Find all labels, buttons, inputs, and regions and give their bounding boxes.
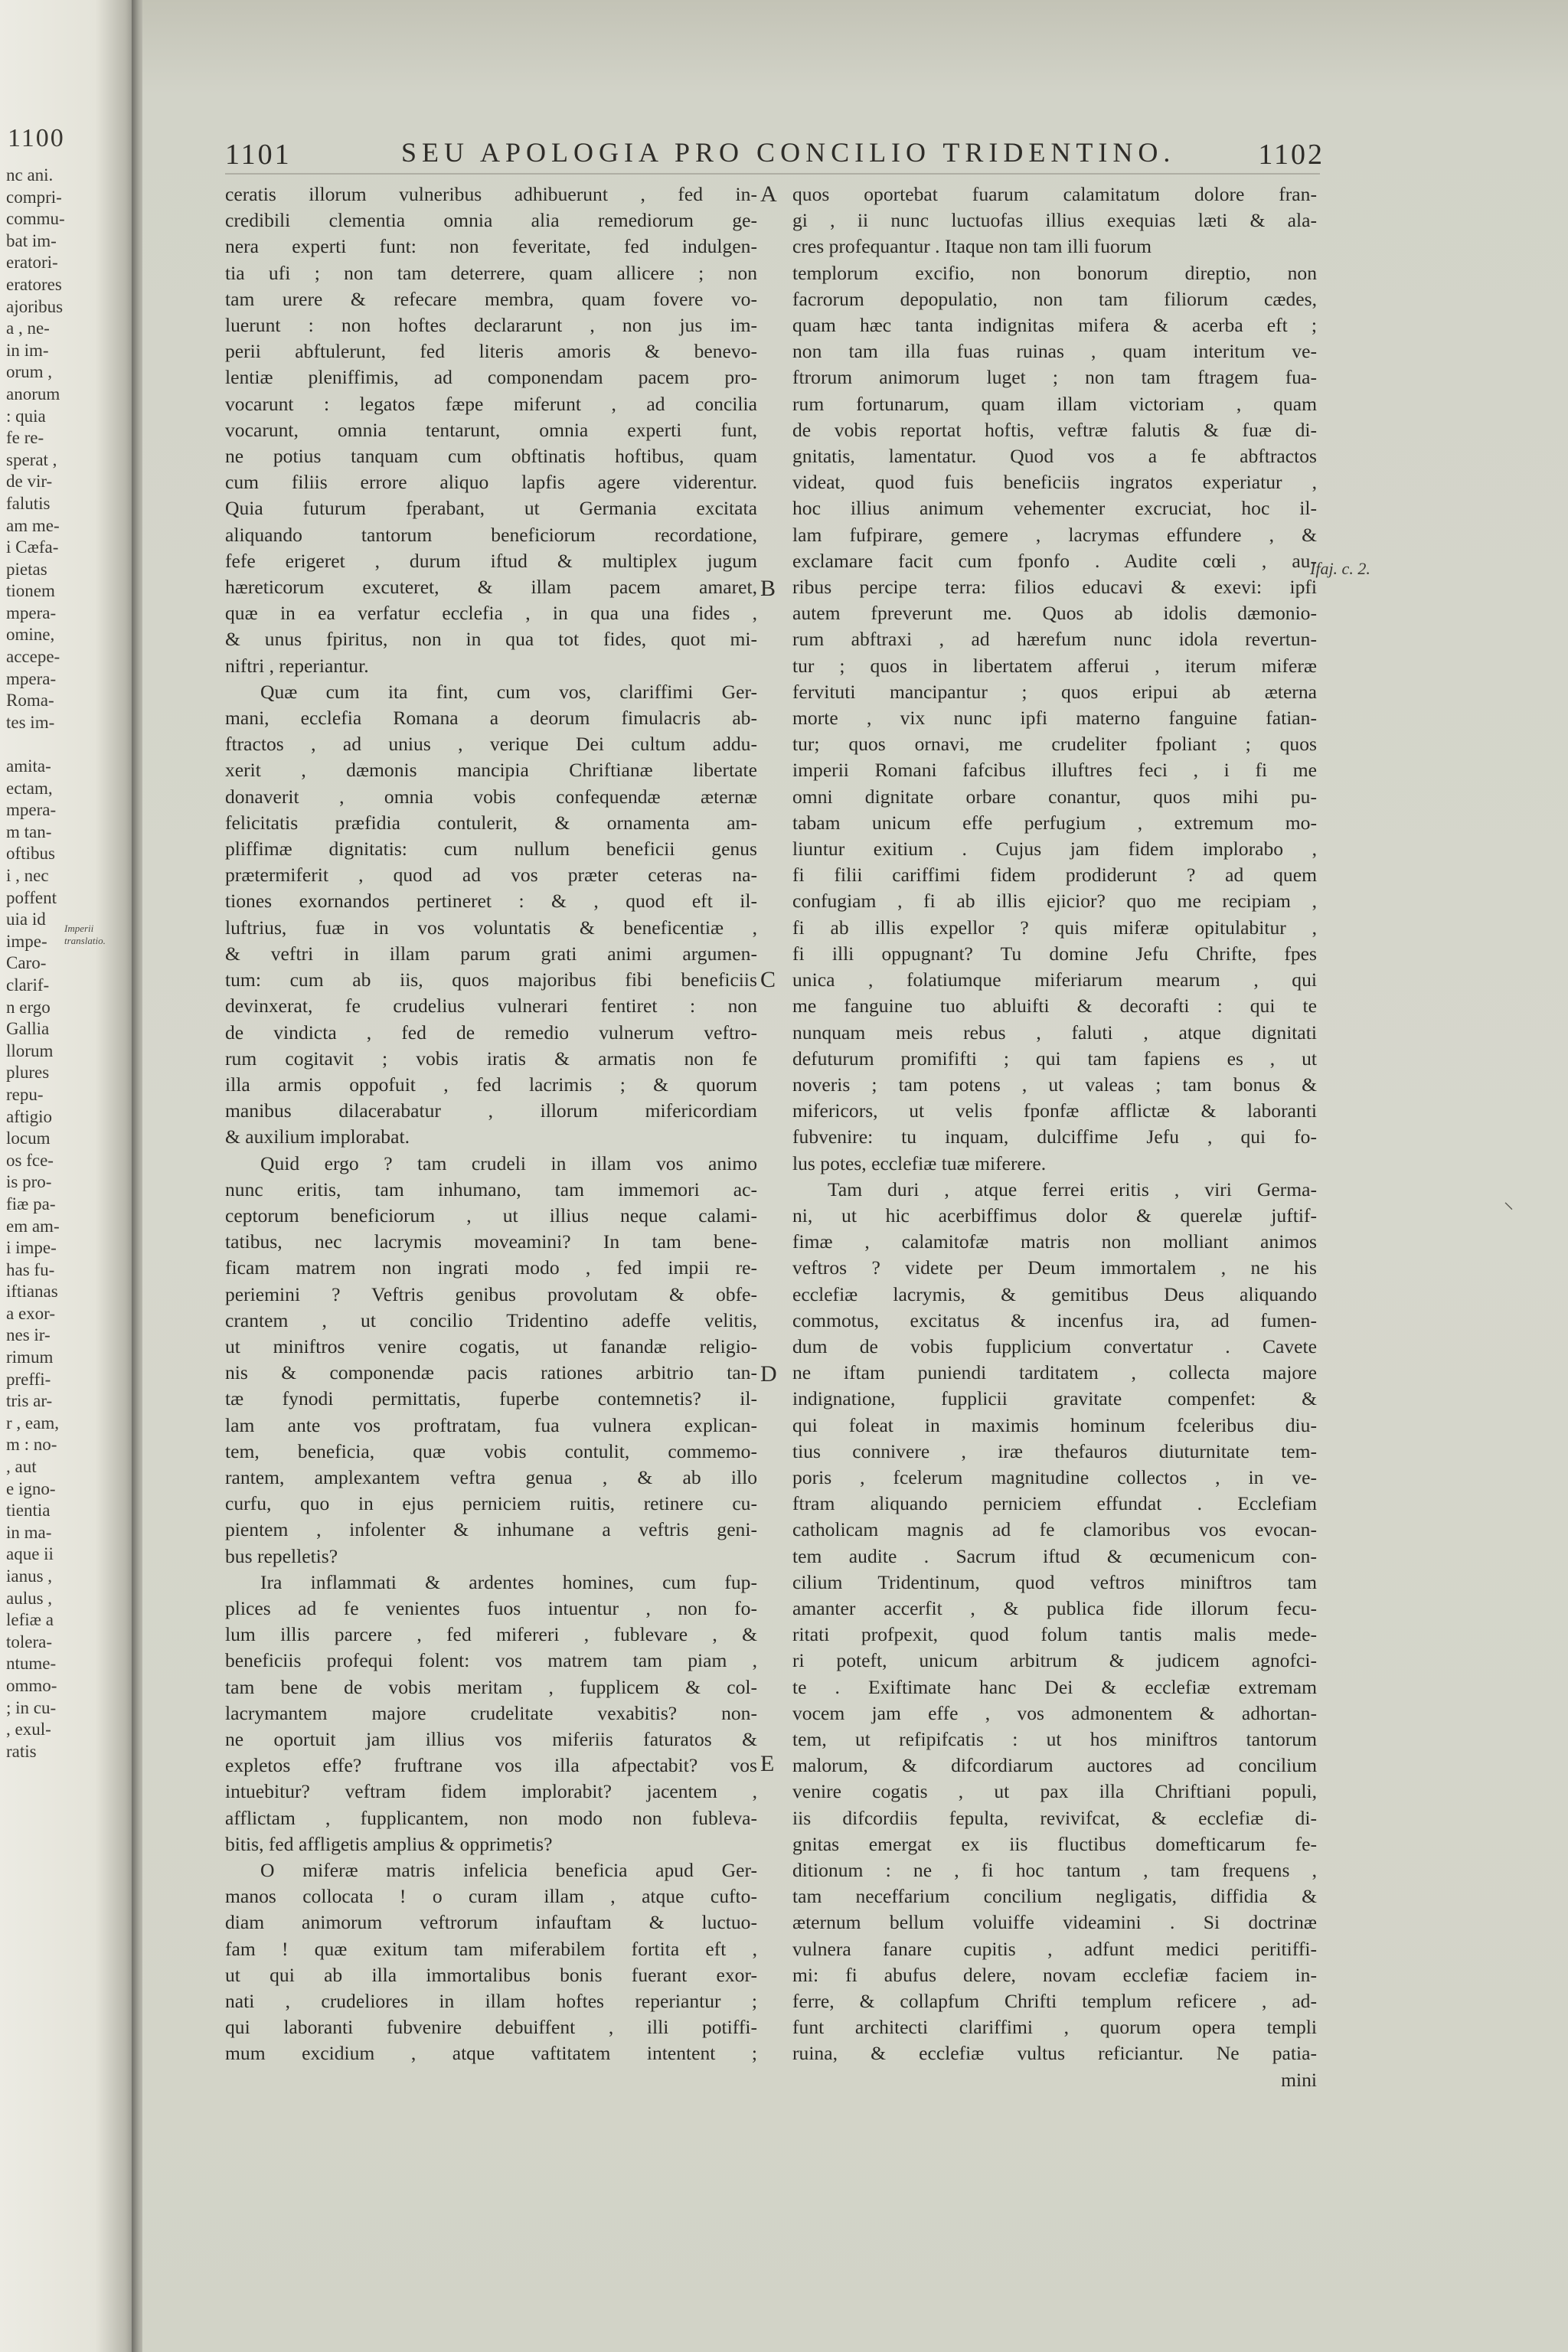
left-page-line: ntume-: [6, 1654, 57, 1674]
text-line: fimæ , calamitofæ matris non molliant animos: [792, 1230, 1317, 1253]
text-line: ditionum : ne , fi hoc tantum , tam frequens ,: [792, 1859, 1317, 1881]
text-line: qui foleat in maximis hominum fceleribus diu-: [792, 1413, 1317, 1436]
left-page-line: , aut: [6, 1457, 37, 1477]
left-page-line: eratores: [6, 274, 62, 294]
left-page-line: ectam,: [6, 778, 53, 798]
text-line: cum filiis errore aliquo lapfis agere viderentur.: [225, 471, 757, 494]
left-page-line: aque ii: [6, 1544, 54, 1564]
left-page-line: accepe-: [6, 647, 60, 667]
text-line: tem audite . Sacrum iftud & œcumenicum con-: [792, 1544, 1317, 1567]
text-line: gnitas emergat ex iis fluctibus domefticarum fe-: [792, 1832, 1317, 1855]
text-line: autem fpreverunt me. Quos ab idolis dæmonio-: [792, 602, 1317, 625]
text-line: fubvenire: tu inquam, dulciffime Jefu , qui fo-: [792, 1125, 1317, 1148]
left-page-line: tientia: [6, 1501, 51, 1521]
left-page-edge: [0, 0, 136, 2352]
text-line: ceptorum beneficiorum , ut illius neque calami-: [225, 1204, 757, 1227]
left-page-line: sperat ,: [6, 449, 57, 469]
text-line: fam ! quæ exitum tam miferabilem fortita eft ,: [225, 1937, 757, 1960]
text-line: credibili clementia omnia alia remediorum ge-: [225, 209, 757, 232]
text-line: fi ab illis expellor ? quis miferæ opitulabitur ,: [792, 916, 1317, 939]
text-line: lum illis parcere , fed mifereri , fublevare , &: [225, 1623, 757, 1646]
text-line: gnitatis, lamentatur. Quod vos a fe abftractos: [792, 445, 1317, 468]
left-page-line: e igno-: [6, 1478, 56, 1498]
left-page-line: m : no-: [6, 1435, 57, 1455]
section-letter-c: C: [760, 967, 776, 992]
text-line: facrorum depopulatio, non tam filiorum cædes,: [792, 287, 1317, 310]
text-line: de vobis reportat hoftis, veftræ falutis & fuæ di-: [792, 418, 1317, 441]
text-line: venire cogatis , ut pax illa Chriftiani populi,: [792, 1780, 1317, 1803]
left-page-line: amita-: [6, 756, 51, 776]
text-line: templorum excifio, non bonorum direptio, non: [792, 261, 1317, 284]
text-line: ftram aliquando perniciem effundat . Ecclefiam: [792, 1492, 1317, 1515]
text-line: aliquando tantorum beneficiorum recordatione,: [225, 523, 757, 546]
text-line: vocarunt, omnia tentarunt, omnia experti funt,: [225, 418, 757, 441]
text-line: rantem, amplexantem veftra genua , & ab illo: [225, 1465, 757, 1488]
left-page-line: locum: [6, 1129, 51, 1148]
left-page-line: impe-: [6, 931, 47, 951]
text-line: tem, beneficia, quæ vobis contulit, commemo-: [225, 1439, 757, 1462]
text-line: & veftri in illam parum grati animi argumen-: [225, 942, 757, 965]
left-page-line: , exul-: [6, 1720, 51, 1740]
text-line: perii abftulerunt, fed literis amoris & benevo-: [225, 340, 757, 363]
text-line: expletos effe? fruftrane vos illa afpectabit? vos: [225, 1754, 757, 1777]
text-line: ut miniftros venire cogatis, ut fanandæ religio-: [225, 1334, 757, 1357]
text-line: ceratis illorum vulneribus adhibuerunt , fed in-: [225, 183, 757, 205]
left-page-line: omine,: [6, 625, 55, 645]
text-line: nunquam meis rebus , faluti , atque dignitati: [792, 1021, 1317, 1044]
text-line: & auxilium implorabat.: [225, 1125, 410, 1148]
left-page-line: i , nec: [6, 866, 49, 885]
text-line: ftractos , ad unius , verique Dei cultum addu-: [225, 733, 757, 756]
left-page-line: in ma-: [6, 1522, 52, 1542]
text-line: lacrymantem majore crudelitate vexabitis? non-: [225, 1701, 757, 1724]
margin-reference-note: Ifaj. c. 2.: [1310, 559, 1370, 578]
text-line: rum cogitavit ; vobis iratis & armatis non fe: [225, 1047, 757, 1070]
text-line: intuebitur? veftram fidem implorabit? jacentem ,: [225, 1780, 757, 1803]
left-page-line: falutis: [6, 493, 51, 513]
text-line: vulnera fanare cupitis , adfunt medici peritiffi-: [792, 1937, 1317, 1960]
text-line: poris , fcelerum magnitudine collectos , in ve-: [792, 1465, 1317, 1488]
text-line: videat, quod fuis beneficiis ingratos experiatur ,: [792, 471, 1317, 494]
text-line: veftros ? videte per Deum immortalem , ne his: [792, 1256, 1317, 1279]
text-line: ecclefiæ lacrymis, & gemitibus Deus aliquando: [792, 1282, 1317, 1305]
text-line: quos oportebat fuarum calamitatum dolore fran-: [792, 183, 1317, 205]
left-page-line: Roma-: [6, 691, 54, 710]
text-line: ritati profpexit, quod folum tantis malis mede-: [792, 1623, 1317, 1646]
text-line: morte , vix nunc ipfi materno fanguine fatian-: [792, 707, 1317, 730]
text-line: de vindicta , fed de remedio vulnerum veftro-: [225, 1021, 757, 1044]
left-page-line: iftianas: [6, 1282, 58, 1302]
text-line: illa armis oppofuit , fed lacrimis ; & quorum: [225, 1073, 757, 1096]
text-line: vocem jam effe , vos admonentem & adhortan-: [792, 1701, 1317, 1724]
text-line: cres profequantur . Itaque non tam illi fuorum: [792, 235, 1152, 258]
text-line: nunc eritis, tam inhumano, tam immemori ac-: [225, 1178, 757, 1200]
text-line: exclamare facit cum fponfo . Audite cœli , au-: [792, 549, 1317, 572]
text-line: catholicam magnis ad fe clamoribus vos evocan-: [792, 1518, 1317, 1541]
text-line: confugiam , fi ab illis ejicior? quo me recipiam ,: [792, 890, 1317, 913]
section-letter-d: D: [760, 1361, 777, 1387]
text-line: hoc illius animum vehementer excruciat, hoc il-: [792, 497, 1317, 520]
text-line: liuntur exitium . Cujus jam fidem implorabo ,: [792, 838, 1317, 861]
text-line: tius connivere , iræ thefauros diuturnitate tem-: [792, 1439, 1317, 1462]
margin-pencil-mark: ⸜: [1504, 1191, 1514, 1213]
left-page-line: preffi-: [6, 1369, 51, 1389]
text-line: pientem , infolenter & inhumane a veftris geni-: [225, 1518, 757, 1541]
left-page-line: tris ar-: [6, 1391, 53, 1411]
left-page-line: ajoribus: [6, 296, 64, 316]
text-line: ftrorum animorum luget ; non tam ftragem fua-: [792, 366, 1317, 389]
section-letter-b: B: [760, 576, 776, 601]
text-line: non tam illa fuas ruinas , quam interitum ve-: [792, 340, 1317, 363]
left-page-line: oftibus: [6, 844, 55, 864]
text-line: beneficiis profequi folent: vos matrem tam piam ,: [225, 1649, 757, 1672]
text-line: fi illi oppugnant? Tu domine Jefu Chrifte, fpes: [792, 942, 1317, 965]
text-line: afflictam , fupplicantem, non modo non fubleva-: [225, 1806, 757, 1829]
left-page-line: tolera-: [6, 1632, 53, 1651]
text-line: noveris ; tam potens , ut valeas ; tam bonus &: [792, 1073, 1317, 1096]
text-line: crantem , ut concilio Tridentino adeffe velitis,: [225, 1308, 757, 1331]
left-page-line: os fce-: [6, 1150, 54, 1170]
text-line: tum: cum ab iis, quos majoribus fibi beneficiis: [225, 969, 757, 991]
text-line: bus repelletis?: [225, 1544, 338, 1567]
text-line: omni dignitate orbare conantur, quos mihi pu-: [792, 785, 1317, 808]
text-line: felicitatis præfidia contulerit, & ornamenta am-: [225, 811, 757, 834]
text-line: ne iftam puniendi tarditatem , collecta majore: [792, 1361, 1317, 1384]
text-line: ni, ut hic acerbiffimus dolor & querelæ juftif-: [792, 1204, 1317, 1227]
text-line: imperii Romani fafcibus illuftres feci , i fi me: [792, 759, 1317, 782]
left-page-line: compri-: [6, 187, 62, 207]
text-line: lam fufpirare, gemere , lacrymas effundere , &: [792, 523, 1317, 546]
left-page-line: ratis: [6, 1741, 37, 1761]
section-letter-e: E: [760, 1751, 775, 1776]
left-page-line: a exor-: [6, 1303, 56, 1323]
left-page-line: nc ani.: [6, 165, 54, 185]
left-page-line: eratori-: [6, 253, 58, 273]
text-line: æternum bellum voluiffe videamini . Si doctrinæ: [792, 1911, 1317, 1934]
page-number-left: 1101: [225, 139, 292, 171]
text-column-right: [792, 181, 1317, 2093]
text-line: ribus percipe terra: filios educavi & exevi: ipfi: [792, 576, 1317, 599]
text-line: bitis, fed affligetis amplius & opprimetis?: [225, 1832, 553, 1855]
text-line: & unus fpiritus, non in qua tot fides, quot mi-: [225, 628, 757, 651]
text-line: niftri , reperiantur.: [225, 654, 369, 677]
text-line: iis difcordiis fepulta, revivifcat, & ecclefiæ di-: [792, 1806, 1317, 1829]
left-page-line: in im-: [6, 340, 49, 360]
left-page-line: tionem: [6, 581, 55, 601]
left-page-line: orum ,: [6, 362, 53, 382]
left-page-line: aftigio: [6, 1106, 53, 1126]
text-line: tem, ut refipifcatis : ut hos miniftros tantorum: [792, 1727, 1317, 1750]
text-line: fefe erigeret , durum iftud & multiplex jugum: [225, 549, 757, 572]
left-page-line: Caro-: [6, 953, 47, 973]
text-line: defuturum promififti ; qui tam fapiens es , ut: [792, 1047, 1317, 1070]
left-page-line: i impe-: [6, 1238, 57, 1258]
left-page-line: ommo-: [6, 1675, 57, 1695]
left-page-line: n ergo: [6, 997, 51, 1017]
left-page-line: am me-: [6, 515, 60, 535]
text-line: curfu, quo in ejus perniciem ruitis, retinere cu-: [225, 1492, 757, 1515]
running-header: [225, 135, 1325, 173]
left-page-line: em am-: [6, 1216, 60, 1236]
text-line: nera experti funt: non feveritate, fed indulgen-: [225, 235, 757, 258]
left-page-number: 1100: [8, 124, 65, 152]
text-line: hæreticorum excuteret, & illam pacem amaret,: [225, 576, 757, 599]
left-page-line: repu-: [6, 1084, 44, 1104]
text-line: tatibus, nec lacrymis moveamini? In tam bene-: [225, 1230, 757, 1253]
text-line: te . Exiftimate hanc Dei & ecclefiæ extremam: [792, 1675, 1317, 1698]
text-line: ferre, & collapfum Chrifti templum reficere , ad-: [792, 1990, 1317, 2013]
page-number-right: 1102: [1258, 139, 1325, 171]
left-page-line: is pro-: [6, 1172, 52, 1192]
running-title: SEU APOLOGIA PRO CONCILIO TRIDENTINO.: [401, 137, 1176, 168]
left-page-line: lefiæ a: [6, 1610, 54, 1630]
left-page-line: m tan-: [6, 822, 52, 841]
text-line: prætermiferit , quod ad vos præter ceteras na-: [225, 864, 757, 887]
text-line: me fanguine tuo abluifti & decorafti : qui te: [792, 995, 1317, 1018]
left-page-line: mpera-: [6, 668, 57, 688]
text-line: tabam unicum effe perfugium , extremum mo-: [792, 811, 1317, 834]
section-letter-a: A: [760, 181, 777, 207]
text-line: manibus dilacerabatur , illorum mifericordiam: [225, 1099, 757, 1122]
left-page-line: llorum: [6, 1040, 54, 1060]
text-line: plices ad fe venientes fuos intuentur , non fo-: [225, 1596, 757, 1619]
text-line: nati , crudeliores in illam hoftes reperiantur ;: [225, 1990, 757, 2013]
text-line: gi , ii nunc luctuofas illius exequias læti & ala-: [792, 209, 1317, 232]
text-line: O miferæ matris infelicia beneficia apud Ger-: [260, 1859, 757, 1881]
text-line: devinxerat, fe crudelius vulnerari fentiret : non: [225, 995, 757, 1018]
text-line: ne oportuit jam illius vos miferiis faturatos &: [225, 1727, 757, 1750]
left-page-line: de vir-: [6, 472, 53, 492]
text-line: donaverit , omnia vobis confequendæ æternæ: [225, 785, 757, 808]
text-line: lentiæ pleniffimis, ad componendam pacem pro-: [225, 366, 757, 389]
left-page-line: a , ne-: [6, 318, 50, 338]
text-line: mani, ecclefia Romana a deorum fimulacris ab-: [225, 707, 757, 730]
left-page-line: aulus ,: [6, 1588, 53, 1608]
text-line: nis & componendæ pacis rationes arbitrio tan-: [225, 1361, 757, 1384]
text-line: pliffimæ dignitatis: cum nullum beneficii genus: [225, 838, 757, 861]
text-line: tur ; quos in libertatem afferui , iterum miferæ: [792, 654, 1317, 677]
text-line: amanter accerfit , & publica fide illorum fecu-: [792, 1596, 1317, 1619]
text-line: Quia futurum fperabant, ut Germania excitata: [225, 497, 757, 520]
text-line: Tam duri , atque ferrei eritis , viri Germa-: [828, 1178, 1317, 1200]
text-line: tia ufi ; non tam deterrere, quam allicere ; non: [225, 261, 757, 284]
text-line: tur; quos ornavi, me crudeliter fpoliant ; quos: [792, 733, 1317, 756]
text-line: mi: fi abufus delere, novam ecclefiæ faciem in-: [792, 1963, 1317, 1986]
text-line: mum excidium , atque vaftitatem intentent ;: [225, 2042, 757, 2065]
left-page-line: mpera-: [6, 800, 57, 820]
text-line: dum de vobis fupplicium convertatur . Cavete: [792, 1334, 1317, 1357]
left-page-line: mpera-: [6, 603, 57, 622]
text-line: vocarunt : legatos fæpe miferunt , ad concilia: [225, 392, 757, 415]
text-line: tæ fynodi permittatis, fuperbe contemnetis? il-: [225, 1387, 757, 1410]
text-line: quam hæc tanta indignitas mifera & acerba eft ;: [792, 314, 1317, 337]
text-line: ri poteft, unicum arbitrum & judicem agnofci-: [792, 1649, 1317, 1672]
left-page-line: fiæ pa-: [6, 1194, 56, 1214]
left-page-line: poffent: [6, 887, 57, 907]
left-page-line: anorum: [6, 384, 60, 403]
left-page-line: Gallia: [6, 1019, 50, 1039]
left-page-line: commu-: [6, 209, 65, 229]
left-page-line: ; in cu-: [6, 1697, 57, 1717]
text-line: lus potes, ecclefiæ tuæ miferere.: [792, 1152, 1047, 1174]
text-line: ruina, & ecclefiæ vultus reficiantur. Ne patia-: [792, 2042, 1317, 2065]
left-page-line: r , eam,: [6, 1413, 59, 1432]
text-line: rum fortunarum, quam illam victoriam , quam: [792, 392, 1317, 415]
text-line: fervituti mancipantur ; quos eripui ab æterna: [792, 680, 1317, 703]
text-line: cilium Tridentinum, quod veftros miniftros tam: [792, 1570, 1317, 1593]
left-page-line: fe re-: [6, 428, 44, 448]
left-page-line: [6, 733, 129, 756]
text-line: indignatione, fupplicii gravitate compenfet: &: [792, 1387, 1317, 1410]
left-page-line: nes ir-: [6, 1325, 51, 1345]
text-line: fi filii cariffimi fidem prodiderunt ? ad quem: [792, 864, 1317, 887]
text-line: funt architecti clariffimi , quorum opera templi: [792, 2016, 1317, 2039]
text-line: ficam matrem non ingrati modo , fed impii re-: [225, 1256, 757, 1279]
text-line: unica , folatiumque miferiarum mearum , qui: [792, 969, 1317, 991]
text-line: qui laboranti fubvenire debuiffent , illi potiffi-: [225, 2016, 757, 2039]
left-page-line: tes im-: [6, 712, 55, 732]
text-line: commotus, excitatus & incenfus ira, ad fumen-: [792, 1308, 1317, 1331]
left-page-line: plures: [6, 1063, 50, 1083]
text-line: malorum, & difcordiarum auctores ad concilium: [792, 1754, 1317, 1777]
text-line: ut qui ab illa immortalibus bonis fuerant exor-: [225, 1963, 757, 1986]
left-page-line: ianus ,: [6, 1566, 53, 1586]
text-line: Quæ cum ita fint, cum vos, clariffimi Ger-: [260, 680, 757, 703]
text-line: tam urere & refecare membra, quam fovere vo-: [225, 287, 757, 310]
text-line: manos collocata ! o curam illam , atque cufto-: [225, 1885, 757, 1908]
text-line: lam ante vos proftratam, fua vulnera explican-: [225, 1413, 757, 1436]
text-line: rum abftraxi , ad hærefum nunc idola revertun-: [792, 628, 1317, 651]
text-line: diam animorum veftrorum infauftam & luctuo-: [225, 1911, 757, 1934]
text-line: tam neceffarium concilium negligatis, diffidia &: [792, 1885, 1317, 1908]
text-line: Ira inflammati & ardentes homines, cum fup-: [260, 1570, 757, 1593]
text-line: luerunt : non hoftes declararunt , non jus im-: [225, 314, 757, 337]
text-line: ne potius tanquam cum obftinatis hoftibus, quam: [225, 445, 757, 468]
text-column-left: [225, 181, 757, 2067]
left-page-line: pietas: [6, 559, 47, 579]
left-page-line: has fu-: [6, 1259, 55, 1279]
text-line: mini: [1281, 2068, 1317, 2091]
left-page-line: clarif-: [6, 975, 50, 995]
text-line: tiones exornandos pertineret : & , quod eft il-: [225, 890, 757, 913]
left-page-line: uia id: [6, 910, 46, 929]
text-line: quæ in ea verfatur ecclefia , in qua una fides ,: [225, 602, 757, 625]
left-page-text: [6, 165, 129, 1762]
left-margin-note: Imperii translatio.: [64, 923, 106, 946]
text-line: Quid ergo ? tam crudeli in illam vos animo: [260, 1152, 757, 1174]
left-page-line: bat im-: [6, 230, 57, 250]
text-line: luftrius, fuæ in vos voluntatis & beneficentiæ ,: [225, 916, 757, 939]
header-rule: [225, 173, 1320, 175]
text-line: mifericors, ut velis fponfæ afflictæ & laboranti: [792, 1099, 1317, 1122]
left-page-line: : quia: [6, 406, 46, 426]
text-line: tam bene de vobis meritam , fupplicem & col-: [225, 1675, 757, 1698]
text-line: periemini ? Veftris genibus provolutam & obfe-: [225, 1282, 757, 1305]
left-page-line: rimum: [6, 1348, 54, 1367]
text-line: xerit , dæmonis mancipia Chriftianæ libertate: [225, 759, 757, 782]
left-page-line: i Cæfa-: [6, 537, 59, 557]
